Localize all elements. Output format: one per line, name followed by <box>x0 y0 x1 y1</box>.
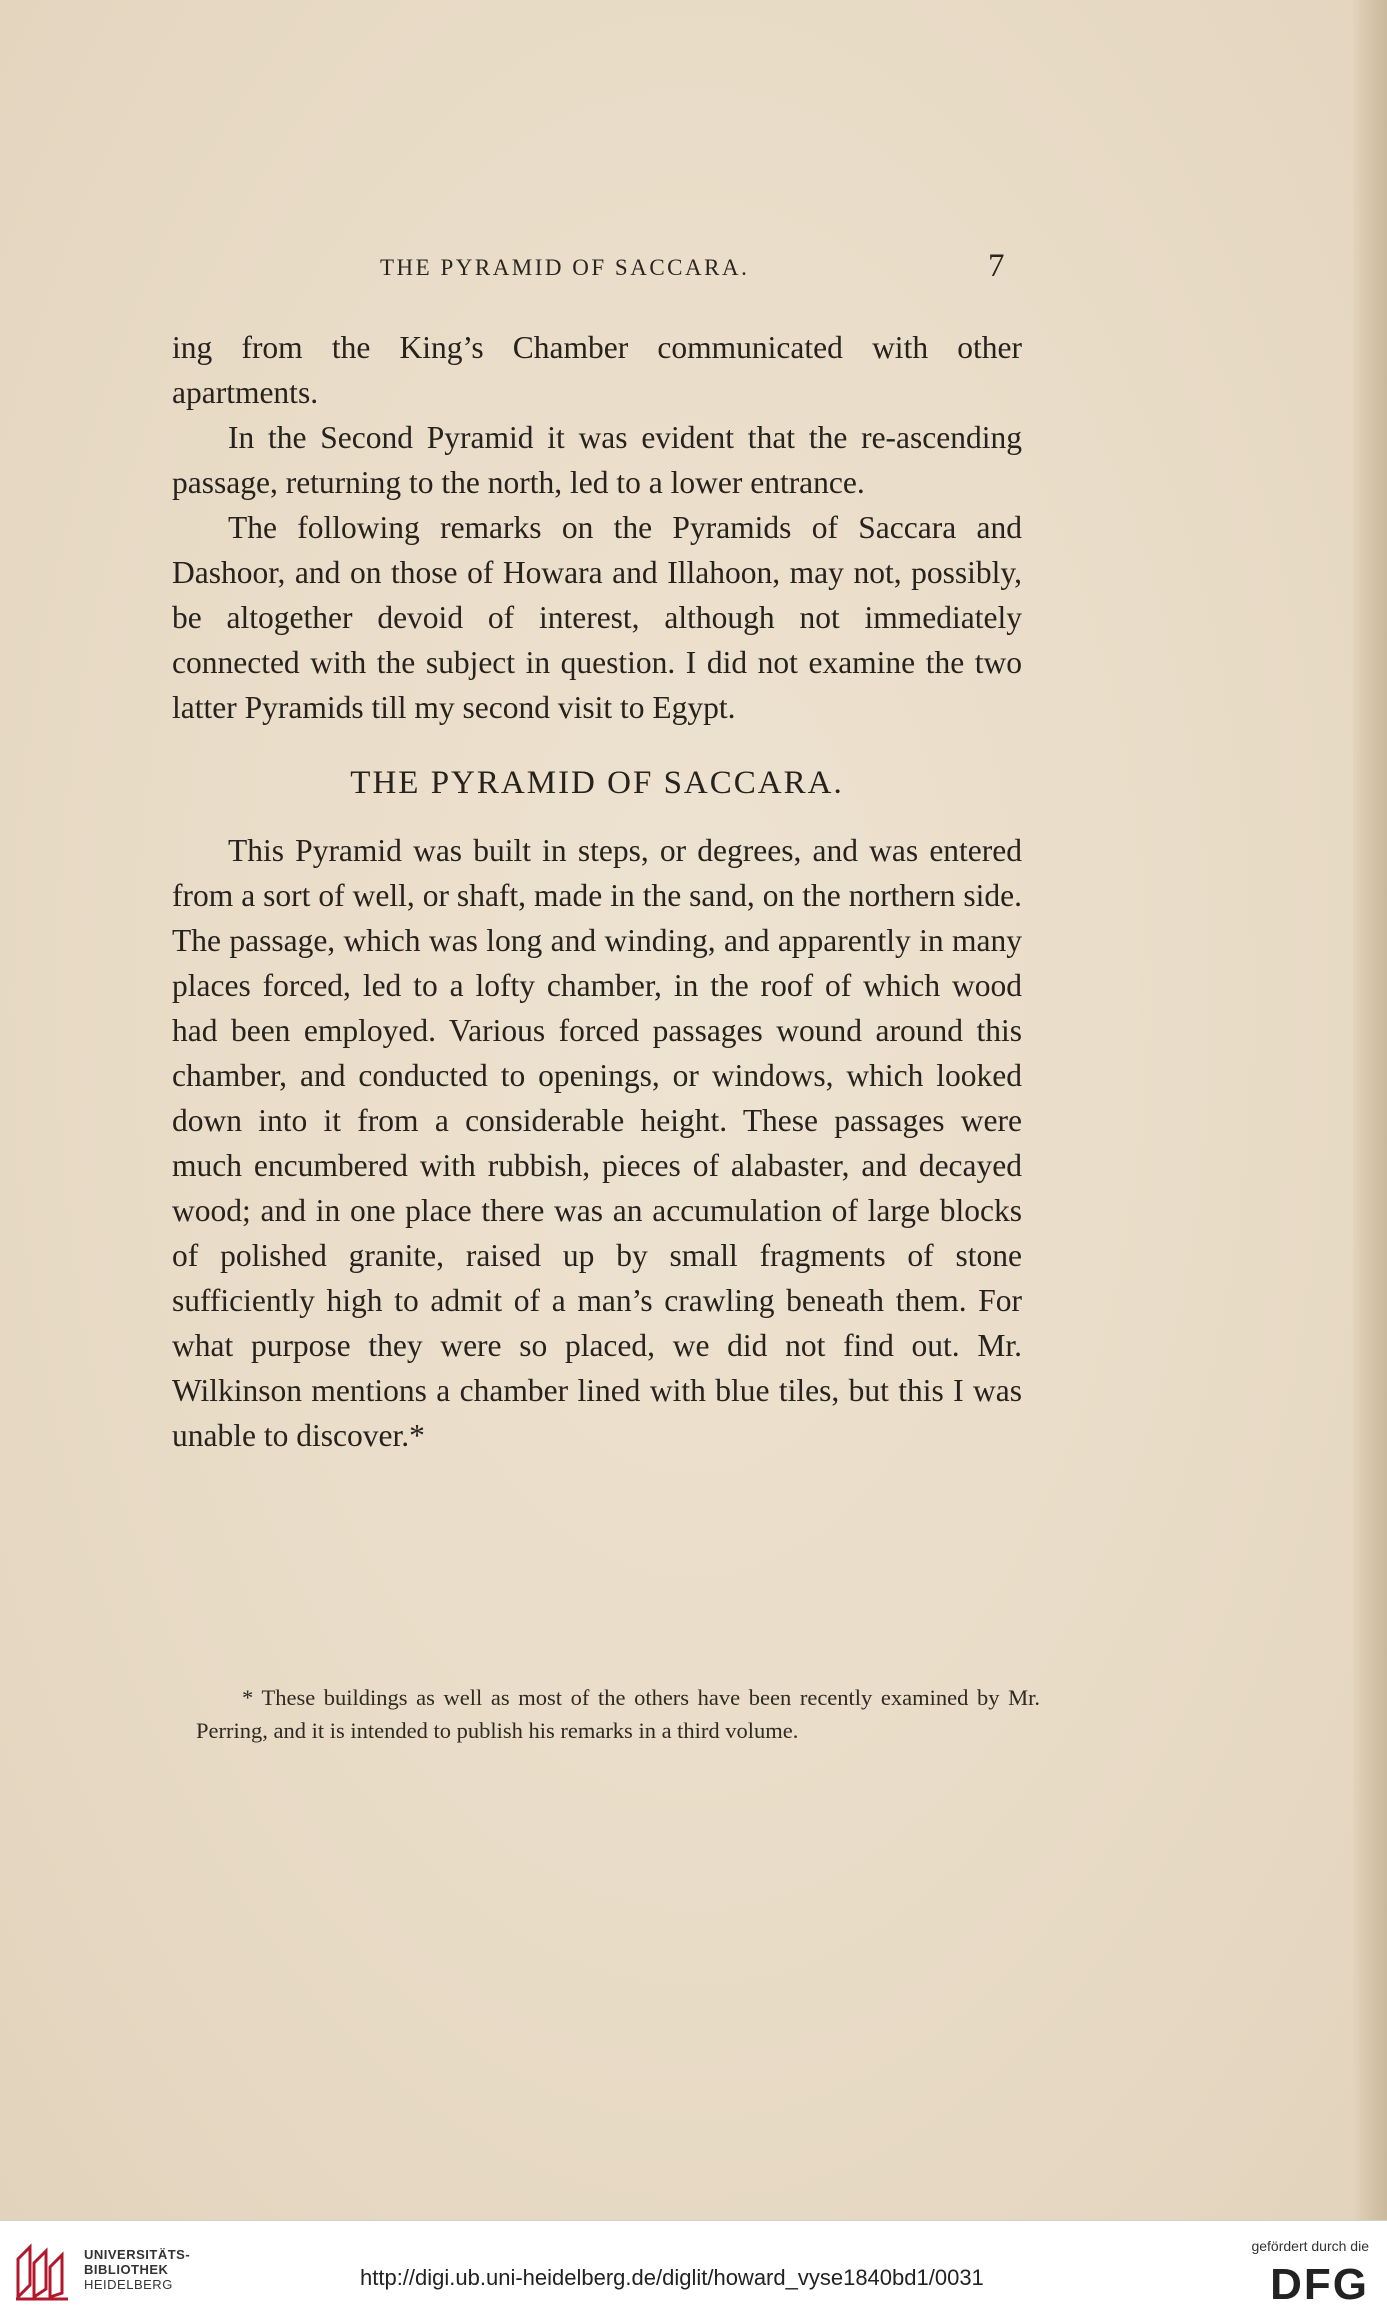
page-number: 7 <box>988 248 1005 284</box>
viewer-footer <box>0 2220 1387 2322</box>
paragraph-continued: ing from the King’s Chamber communicated with other apartments. <box>172 330 1022 410</box>
library-logo-icon[interactable] <box>12 2239 78 2305</box>
permalink-url[interactable]: http://digi.ub.uni-heidelberg.de/diglit/howard_vyse1840bd1/0031 <box>360 2265 984 2290</box>
library-name <box>84 2247 190 2292</box>
section-paragraph: This Pyramid was built in steps, or degrees, and was entered from a sort of well, or shaft, made in the sand, on the northern side. The passage, which was long and winding, and apparently in many places forced, led to a lofty chamber, in the roof of which wood had been employed. Various forced passages wound around this chamber, and conducted to openings, or windows, which looked down into it from a considerable height. These passages were much encumbered with rubbish, pieces of alabaster, and decayed wood; and in one place there was an accumulation of large blocks of polished granite, raised up by small fragments of stone sufficiently high to admit of a man’s crawling beneath them. For what purpose they were so placed, we did not find out. Mr. Wilkinson mentions a chamber lined with blue tiles, but this I was unable to discover.* <box>172 833 1022 1453</box>
footnote: * These buildings as well as most of the others have been recently examined by Mr. Perring, and it is intended to publish his remarks in a third volume. <box>196 1685 1040 1743</box>
library-name-line: HEIDELBERG <box>84 2277 173 2292</box>
paragraph: The following remarks on the Pyramids of Saccara and Dashoor, and on those of Howara and Illahoon, may not, possibly, be altogether devoid of interest, although not immediately connected with the subject in question. I did not examine the two latter Pyramids till my second visit to Egypt. <box>172 510 1022 725</box>
page-edge-shadow <box>1353 0 1387 2220</box>
paragraph: In the Second Pyramid it was evident that the re-ascending passage, returning to the north, led to a lower entrance. <box>172 420 1022 500</box>
body-text <box>172 325 1022 1458</box>
funding-label: gefördert durch die <box>1251 2238 1369 2254</box>
dfg-logo[interactable]: DFG <box>1270 2260 1369 2309</box>
running-head: THE PYRAMID OF SACCARA. <box>380 255 750 280</box>
library-name-line: BIBLIOTHEK <box>84 2262 169 2277</box>
library-name-line: UNIVERSITÄTS- <box>84 2247 191 2262</box>
section-heading: THE PYRAMID OF SACCARA. <box>350 765 844 801</box>
